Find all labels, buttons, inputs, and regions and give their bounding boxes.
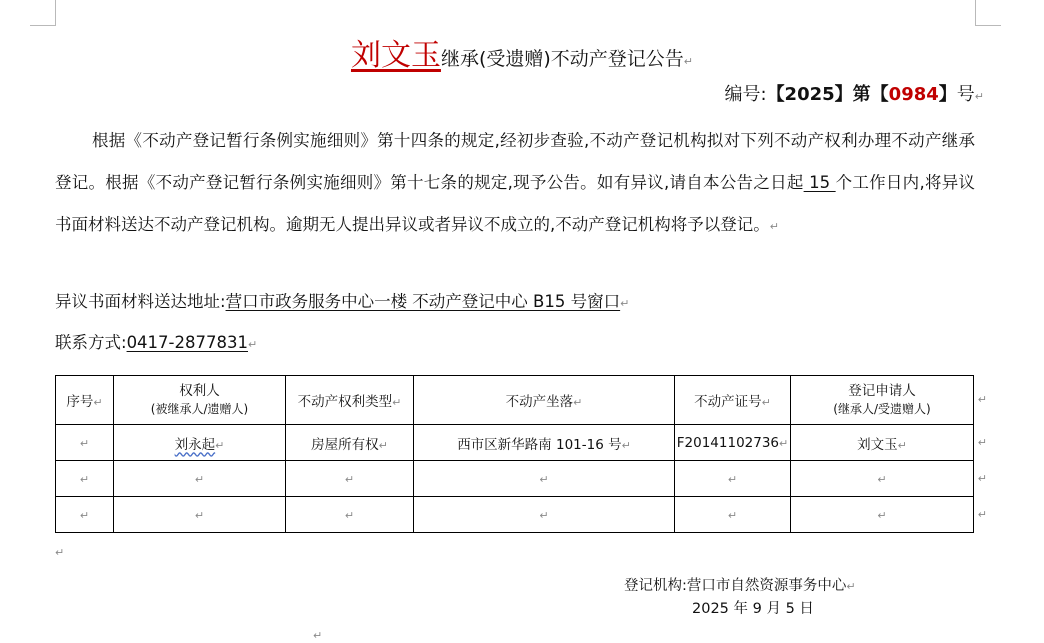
paragraph-mark: ↵ [55, 546, 65, 559]
org-text: 登记机构:营口市自然资源事务中心 [624, 578, 847, 594]
number-di: 第 [852, 84, 871, 105]
number-prefix: 编号: [724, 84, 767, 105]
table-header-row [56, 376, 974, 425]
cell-cert: F20141102736↵ [675, 425, 791, 461]
notice-title [0, 30, 1044, 74]
cell-location: ↵ [414, 461, 675, 497]
crop-mark-top-right [975, 0, 1001, 26]
paragraph-mark: ↵ [683, 55, 694, 68]
notice-number [724, 80, 984, 106]
number-year: 【2025】 [766, 84, 853, 105]
contact-line [55, 329, 257, 353]
address-line [55, 288, 629, 312]
address-label: 异议书面材料送达地址: [55, 292, 226, 311]
cell-applicant: 刘文玉↵ ↵ [791, 425, 974, 461]
body-part1: 根据《不动产登记暂行条例实施细则》第十四条的规定,经初步查验,不动产登记机构拟对下列不动产权利办理不动产继承登记。根据《不动产登记暂行条例实施细则》第十七条的规定,现予公告。如有异议,请自本公告之日起 [55, 131, 975, 192]
title-text: 继承(受遗赠)不动产登记公告 [440, 48, 684, 70]
cell-applicant: ↵ ↵ [791, 497, 974, 533]
paragraph-mark: ↵ [769, 220, 779, 233]
cell-cert: ↵ [675, 461, 791, 497]
number-serial-close: 】 [938, 84, 957, 105]
objection-days: 15 [803, 173, 836, 192]
notice-date: 2025 年 9 月 5 日 [692, 601, 814, 617]
header-cert: 不动产证号↵ [675, 376, 791, 425]
paragraph-mark: ↵ [248, 338, 258, 351]
cell-cert: ↵ [675, 497, 791, 533]
cell-holder: 刘永起↵ [114, 425, 286, 461]
cell-right-type: ↵ [286, 497, 414, 533]
title-applicant-name: 刘文玉 [350, 38, 441, 73]
address-value: 营口市政务服务中心一楼 不动产登记中心 B15 号窗口 [225, 292, 621, 311]
paragraph-mark: ↵ [313, 629, 323, 642]
contact-label: 联系方式: [55, 333, 127, 352]
cell-seq: ↵ [56, 497, 114, 533]
cell-applicant: ↵ ↵ [791, 461, 974, 497]
contact-value: 0417-2877831 [126, 333, 248, 352]
cell-seq: ↵ [56, 425, 114, 461]
number-suffix: 号 [956, 84, 975, 105]
cell-right-type: ↵ [286, 461, 414, 497]
table-row [56, 425, 974, 461]
table-row [56, 497, 974, 533]
cell-right-type: 房屋所有权↵ [286, 425, 414, 461]
header-location: 不动产坐落↵ [414, 376, 675, 425]
header-holder: 权利人 (被继承人/遗赠人) [114, 376, 286, 425]
header-seq: 序号↵ [56, 376, 114, 425]
cell-holder: ↵ [114, 461, 286, 497]
cell-seq: ↵ [56, 461, 114, 497]
crop-mark-top-left [30, 0, 56, 26]
registration-table [55, 375, 987, 533]
body-part2: 个工作日内,将异议书面材料送达不动产登记机构。逾期无人提出异议或者异议不成立的,不动产登记机构将予以登记。 [55, 173, 975, 234]
header-applicant: 登记申请人 (继承人/受遗赠人) ↵ [791, 376, 974, 425]
paragraph-mark: ↵ [620, 297, 630, 310]
table-row [56, 461, 974, 497]
number-serial-open: 【 [870, 84, 889, 105]
header-right-type: 不动产权利类型↵ [286, 376, 414, 425]
notice-body [55, 120, 975, 248]
registration-org [624, 574, 856, 595]
cell-location: ↵ [414, 497, 675, 533]
paragraph-mark: ↵ [846, 580, 856, 593]
paragraph-mark: ↵ [974, 90, 984, 103]
cell-holder: ↵ [114, 497, 286, 533]
cell-location: 西市区新华路南 101-16 号↵ [414, 425, 675, 461]
number-serial: 0984 [888, 84, 939, 105]
